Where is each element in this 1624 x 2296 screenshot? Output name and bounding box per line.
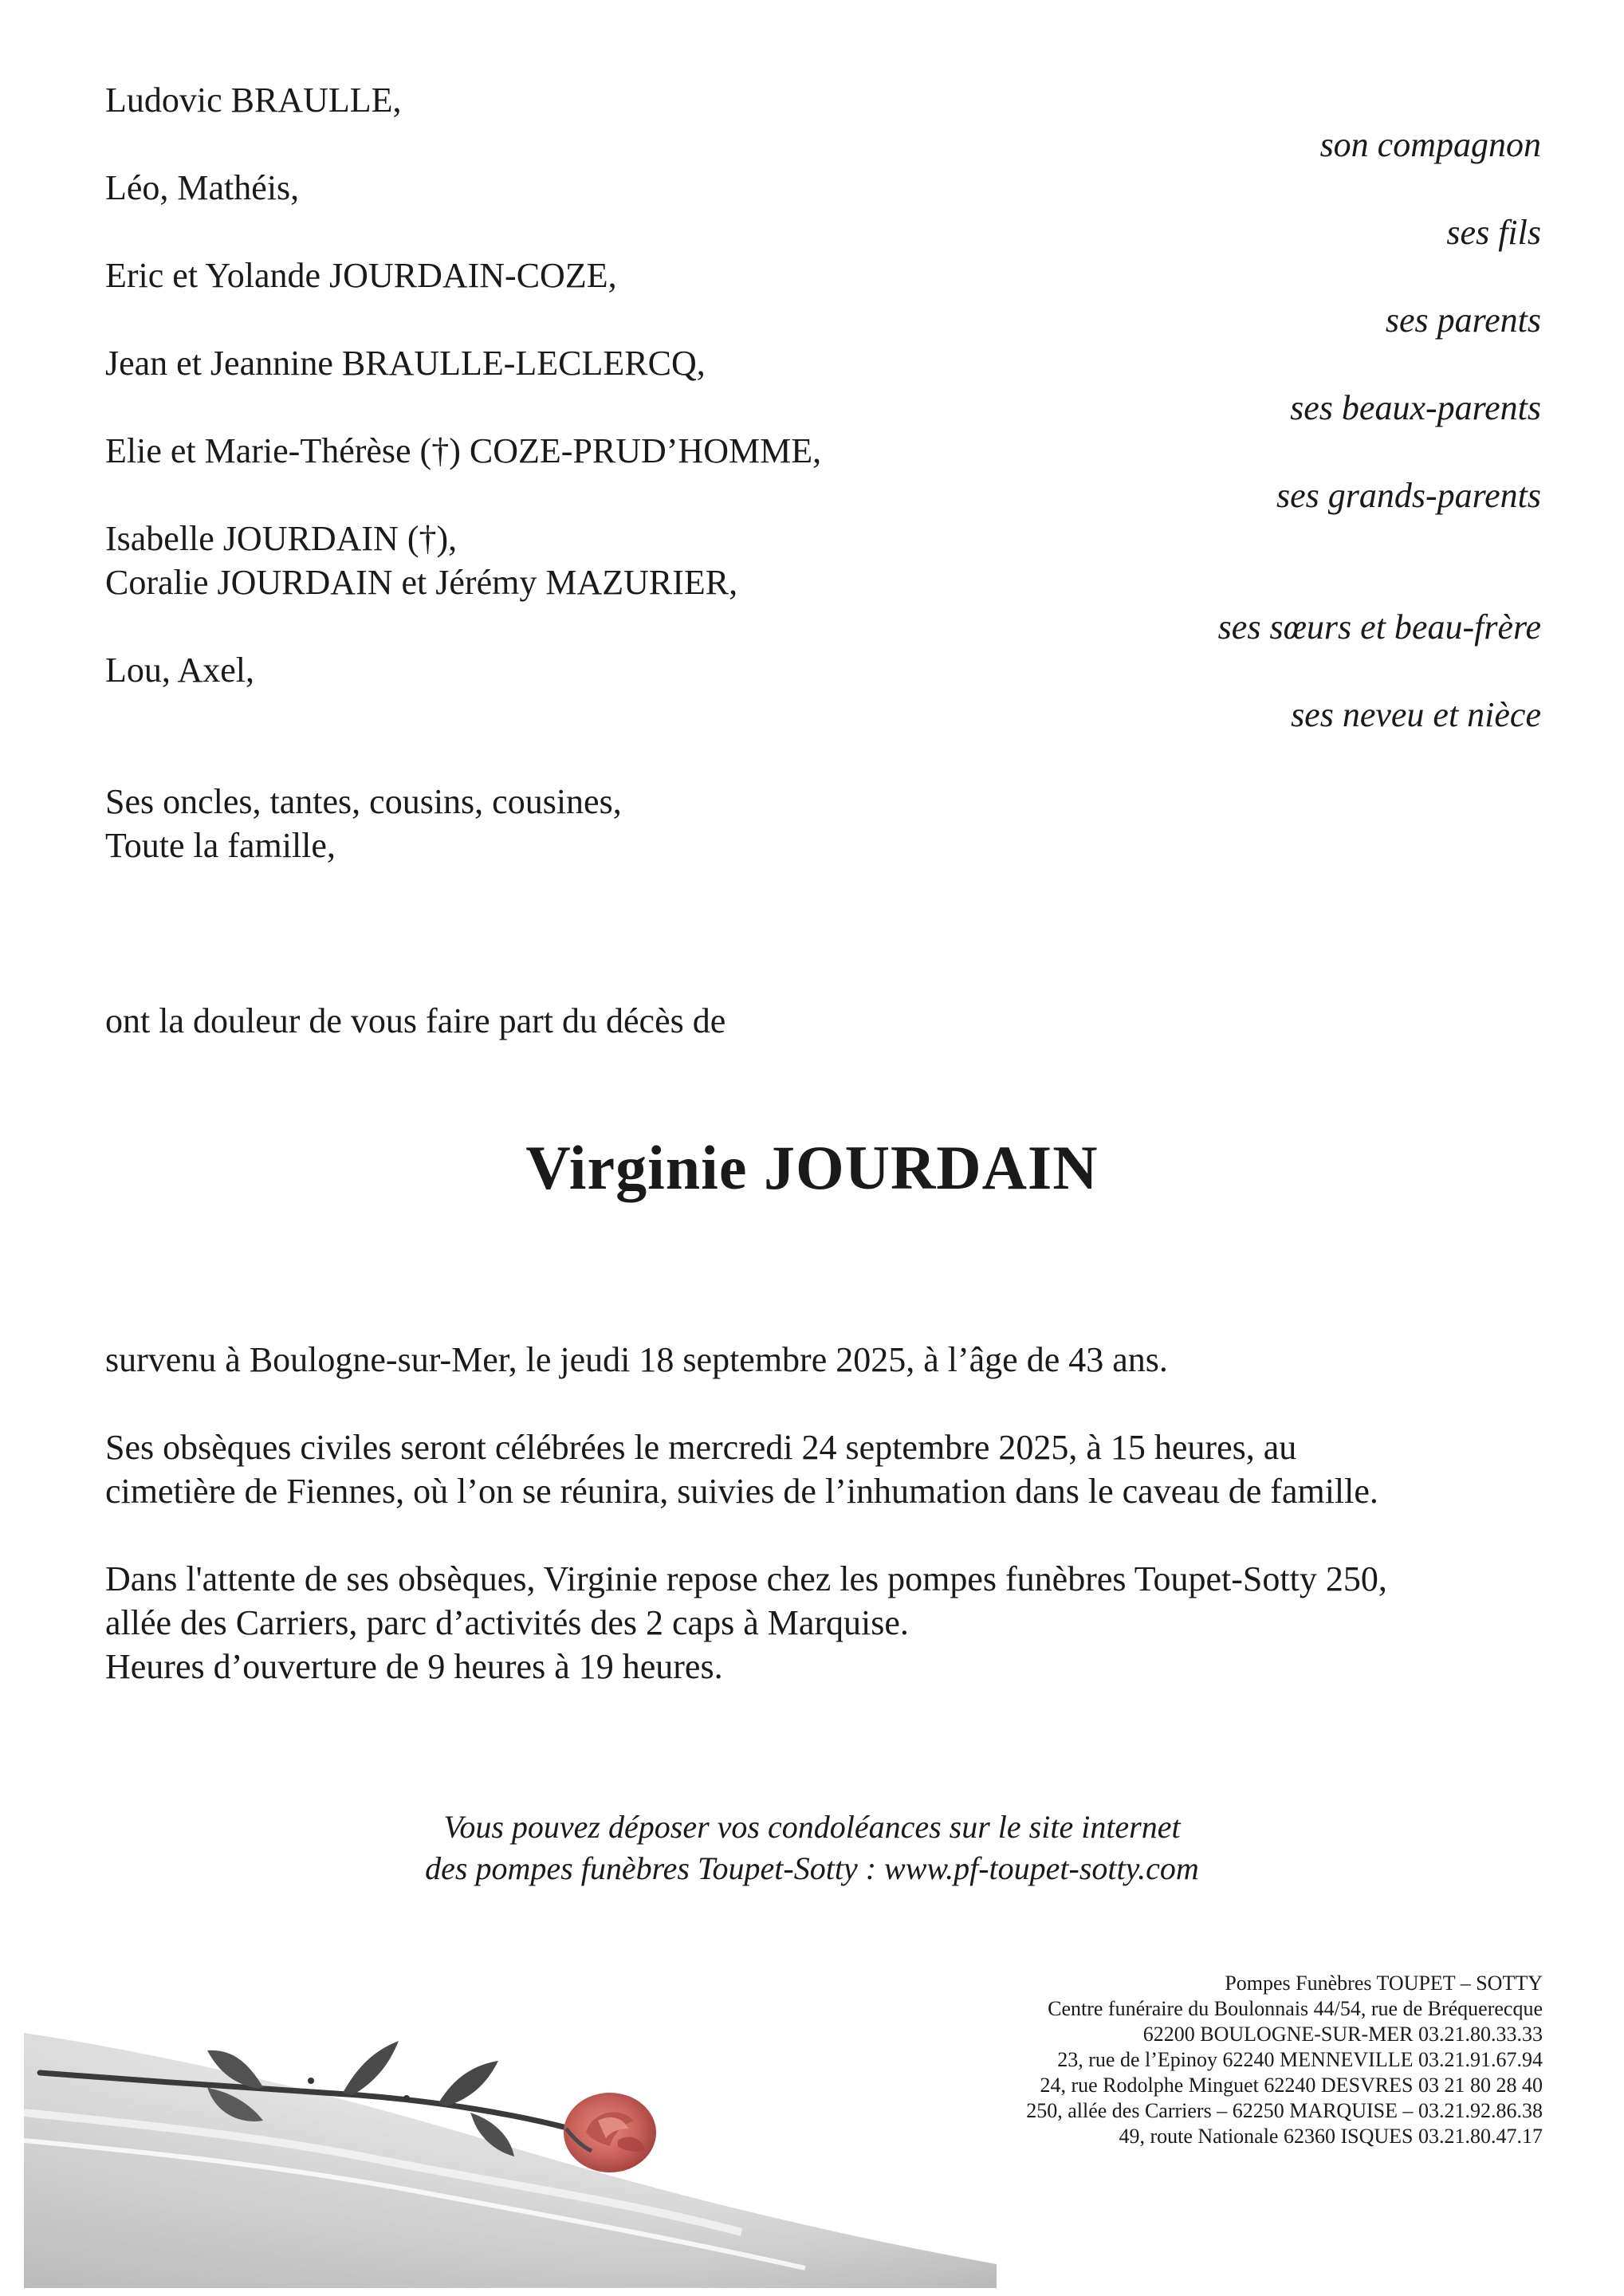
deceased-name: Virginie JOURDAIN — [525, 1133, 1099, 1202]
family-name-parents-in-law: Jean et Jeannine BRAULLE-LECLERCQ, — [105, 344, 706, 383]
rest-line-1: Dans l'attente de ses obsèques, Virginie repose chez les pompes funèbres Toupet-Sotty 250, — [105, 1559, 1387, 1598]
relation-sisters: ses sœurs et beau-frère — [1217, 607, 1541, 647]
funeral-line-1: Ses obsèques civiles seront célébrées le mercredi 24 septembre 2025, à 15 heures, au — [105, 1428, 1297, 1467]
family-name-sons: Léo, Mathéis, — [105, 168, 300, 207]
funeral-home-line: 23, rue de l’Epinoy 62240 MENNEVILLE 03.21.91.67.94 — [1057, 2048, 1543, 2071]
condolences-line-2: des pompes funèbres Toupet-Sotty : www.pf-toupet-sotty.com — [425, 1850, 1199, 1886]
announcement-text: ont la douleur de vous faire part du décès de — [105, 1001, 726, 1040]
family-name-sister-2: Coralie JOURDAIN et Jérémy MAZURIER, — [105, 563, 738, 602]
funeral-home-line: 49, route Nationale 62360 ISQUES 03.21.80.47.17 — [1119, 2125, 1543, 2148]
relation-parents-in-law: ses beaux-parents — [1290, 388, 1541, 427]
relation-sons: ses fils — [1446, 213, 1541, 252]
family-name-extended: Ses oncles, tantes, cousins, cousines, — [105, 782, 622, 821]
rest-line-2: allée des Carriers, parc d’activités des 2 caps à Marquise. — [105, 1603, 909, 1642]
funeral-home-line: Pompes Funèbres TOUPET – SOTTY — [1225, 1972, 1543, 1995]
funeral-home-line: Centre funéraire du Boulonnais 44/54, rue de Bréquerecque — [1048, 1997, 1543, 2020]
relation-companion: son compagnon — [1319, 125, 1541, 164]
family-name-nephew-niece: Lou, Axel, — [105, 651, 254, 690]
funeral-home-line: 62200 BOULOGNE-SUR-MER 03.21.80.33.33 — [1142, 2023, 1543, 2046]
funeral-home-line: 250, allée des Carriers – 62250 MARQUISE – 03.21.92.86.38 — [1026, 2099, 1543, 2122]
family-name-sister-1: Isabelle JOURDAIN (†), — [105, 519, 458, 558]
family-name-all: Toute la famille, — [105, 826, 336, 865]
family-name-grandparents: Elie et Marie-Thérèse (†) COZE-PRUD’HOMME, — [105, 431, 822, 470]
relation-nephew-niece: ses neveu et nièce — [1291, 695, 1541, 734]
funeral-line-2: cimetière de Fiennes, où l’on se réunira, suivies de l’inhumation dans le caveau de famille. — [105, 1472, 1378, 1511]
rest-line-3: Heures d’ouverture de 9 heures à 19 heures. — [105, 1647, 723, 1686]
rose-on-sand-image — [24, 1961, 997, 2288]
relation-parents: ses parents — [1385, 301, 1541, 340]
family-name-companion: Ludovic BRAULLE, — [105, 81, 402, 120]
funeral-home-line: 24, rue Rodolphe Minguet 62240 DESVRES 03 21 80 28 40 — [1040, 2074, 1543, 2097]
family-name-parents: Eric et Yolande JOURDAIN-COZE, — [105, 256, 617, 295]
funeral-home-info — [1026, 1971, 1543, 2149]
relation-grandparents: ses grands-parents — [1276, 476, 1541, 515]
death-info: survenu à Boulogne-sur-Mer, le jeudi 18 septembre 2025, à l’âge de 43 ans. — [105, 1340, 1168, 1379]
condolences-line-1: Vous pouvez déposer vos condoléances sur le site internet — [443, 1809, 1181, 1845]
